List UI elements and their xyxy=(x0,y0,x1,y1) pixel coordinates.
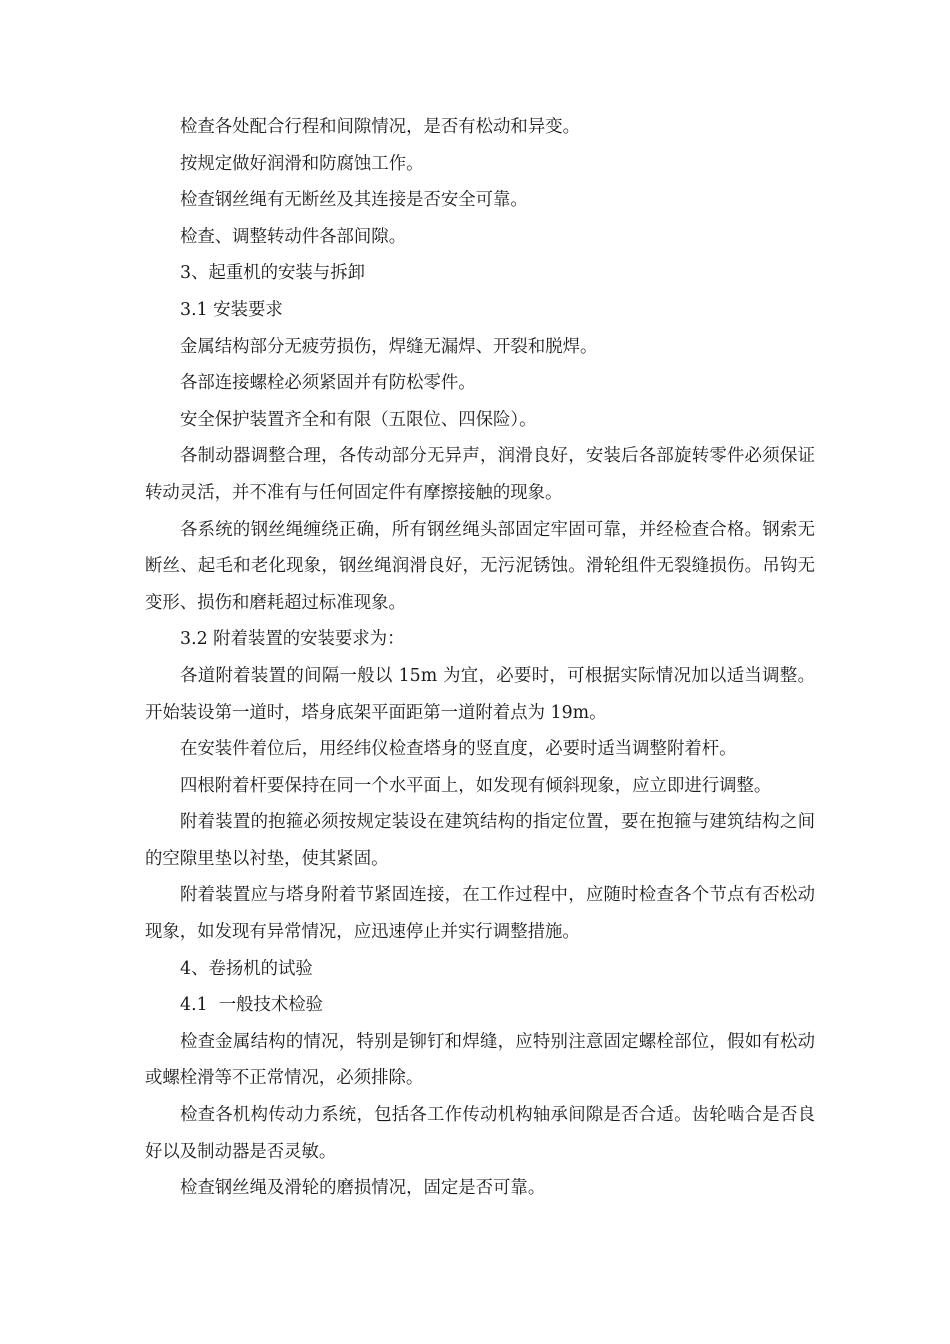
body-paragraph: 各系统的钢丝绳缠绕正确，所有钢丝绳头部固定牢固可靠，并经检查合格。钢索无断丝、起毛和老化现象，钢丝绳润滑良好，无污泥锈蚀。滑轮组件无裂缝损伤。吊钩无变形、损伤和磨耗超过标准现象。 xyxy=(145,519,815,613)
subsection-heading: 3.1 安装要求 xyxy=(180,299,283,320)
body-paragraph: 检查钢丝绳有无断丝及其连接是否安全可靠。 xyxy=(180,190,528,211)
body-paragraph: 附着装置的抱箍必须按规定装设在建筑结构的指定位置，要在抱箍与建筑结构之间的空隙里垫以衬垫，使其紧固。 xyxy=(145,812,815,869)
subsection-heading: 4.1 一般技术检验 xyxy=(180,995,324,1016)
section-heading: 4、卷扬机的试验 xyxy=(180,958,313,979)
body-paragraph: 四根附着杆要保持在同一个水平面上，如发现有倾斜现象，应立即进行调整。 xyxy=(180,775,772,796)
subsection-heading: 3.2 附着装置的安装要求为： xyxy=(180,629,405,650)
body-paragraph: 检查、调整转动件各部间隙。 xyxy=(180,226,407,247)
body-paragraph: 各制动器调整合理，各传动部分无异声，润滑良好，安装后各部旋转零件必须保证转动灵活，并不准有与任何固定件有摩擦接触的现象。 xyxy=(145,446,815,503)
body-paragraph: 在安装件着位后，用经纬仪检查塔身的竖直度，必要时适当调整附着杆。 xyxy=(180,739,737,760)
body-paragraph: 检查各机构传动力系统，包括各工作传动机构轴承间隙是否合适。齿轮啮合是否良好以及制动器是否灵敏。 xyxy=(145,1105,815,1162)
section-heading: 3、起重机的安装与拆卸 xyxy=(180,263,365,284)
body-paragraph: 检查金属结构的情况，特别是铆钉和焊缝，应特别注意固定螺栓部位，假如有松动或螺栓滑等不正常情况，必须排除。 xyxy=(145,1031,815,1089)
body-paragraph: 各道附着装置的间隔一般以 15m 为宜，必要时，可根据实际情况加以适当调整。开始装设第一道时，塔身底架平面距第一道附着点为 19m。 xyxy=(145,665,815,723)
body-paragraph: 按规定做好润滑和防腐蚀工作。 xyxy=(180,153,424,174)
body-paragraph: 安全保护装置齐全和有限（五限位、四保险）。 xyxy=(180,409,537,430)
body-paragraph: 金属结构部分无疲劳损伤，焊缝无漏焊、开裂和脱焊。 xyxy=(180,336,598,357)
body-paragraph: 检查各处配合行程和间隙情况，是否有松动和异变。 xyxy=(180,117,580,137)
document-body xyxy=(145,109,815,1207)
body-paragraph: 各部连接螺栓必须紧固并有防松零件。 xyxy=(180,373,476,394)
body-paragraph: 附着装置应与塔身附着节紧固连接，在工作过程中，应随时检查各个节点有否松动现象，如发现有异常情况，应迅速停止并实行调整措施。 xyxy=(145,885,815,943)
body-paragraph: 检查钢丝绳及滑轮的磨损情况，固定是否可靠。 xyxy=(180,1178,546,1199)
